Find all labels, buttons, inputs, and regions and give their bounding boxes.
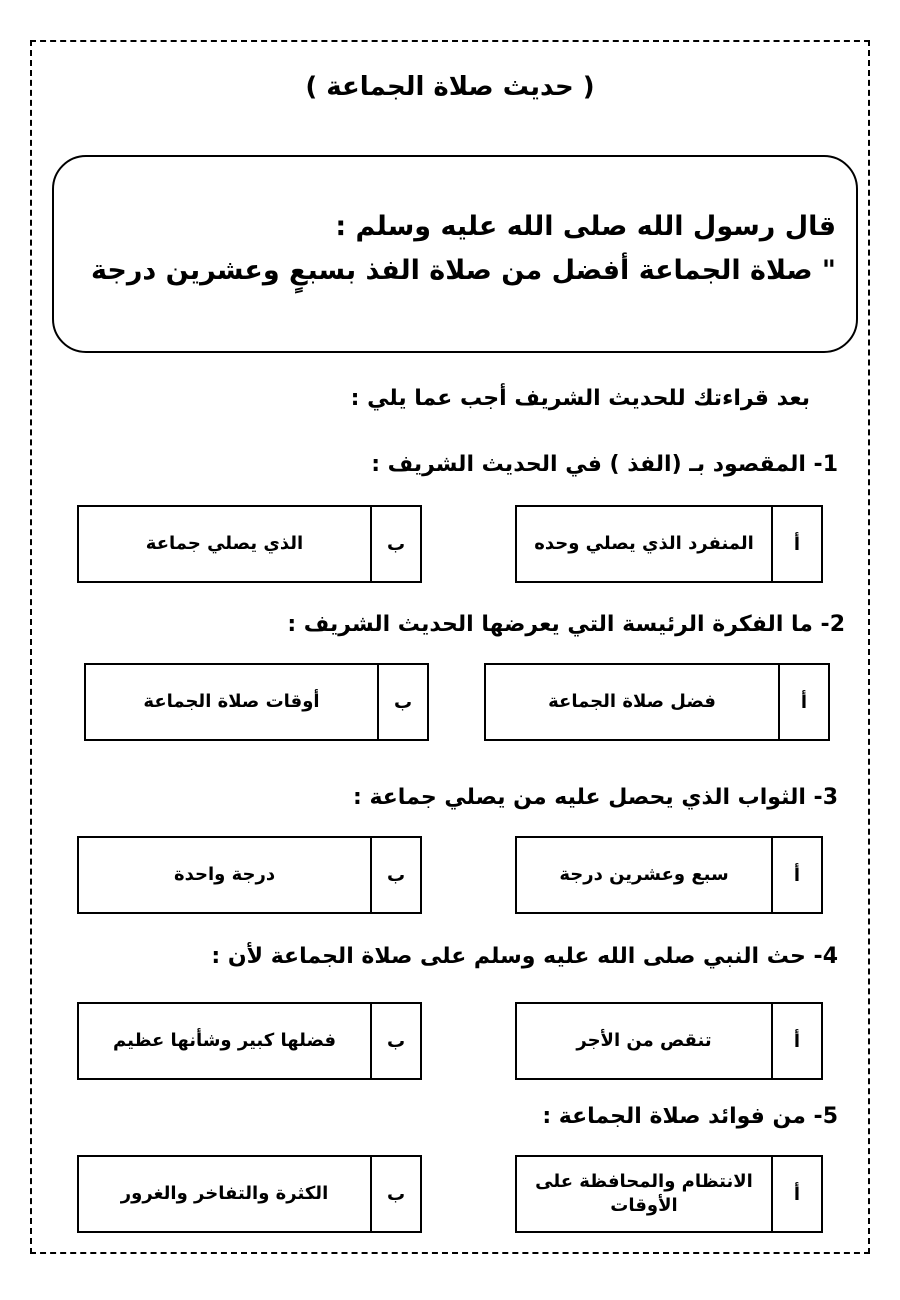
option-text: سبع وعشرين درجة: [559, 864, 729, 885]
question-4: 4- حث النبي صلى الله عليه وسلم على صلاة الجماعة لأن :: [211, 944, 838, 969]
q4-option-b[interactable]: [77, 1002, 422, 1080]
option-letter: ب: [370, 838, 420, 912]
option-letter: أ: [771, 838, 821, 912]
q3-option-a[interactable]: [515, 836, 823, 914]
q4-option-a[interactable]: [515, 1002, 823, 1080]
hadith-line-2: " صلاة الجماعة أفضل من صلاة الفذ بسبعٍ وعشرين درجة: [91, 255, 836, 286]
q5-option-b[interactable]: [77, 1155, 422, 1233]
option-text: الانتظام والمحافظة على الأوقات: [535, 1171, 753, 1216]
option-text: فضلها كبير وشأنها عظيم: [113, 1030, 337, 1051]
question-3: 3- الثواب الذي يحصل عليه من يصلي جماعة :: [352, 785, 838, 810]
option-letter: ب: [377, 665, 427, 739]
hadith-line-1: قال رسول الله صلى الله عليه وسلم :: [335, 211, 836, 242]
option-letter: أ: [778, 665, 828, 739]
option-text: المنفرد الذي يصلي وحده: [534, 533, 754, 554]
question-1: 1- المقصود بـ (الفذ ) في الحديث الشريف :: [371, 452, 838, 477]
question-5: 5- من فوائد صلاة الجماعة :: [542, 1104, 838, 1129]
question-2: 2- ما الفكرة الرئيسة التي يعرضها الحديث الشريف :: [287, 612, 845, 637]
q2-option-b[interactable]: [84, 663, 429, 741]
option-letter: أ: [771, 1157, 821, 1231]
hadith-box: [52, 155, 858, 353]
option-text: تنقص من الأجر: [576, 1030, 712, 1051]
option-text: فضل صلاة الجماعة: [548, 691, 716, 712]
option-text: أوقات صلاة الجماعة: [143, 691, 320, 712]
option-letter: ب: [370, 1004, 420, 1078]
option-text: درجة واحدة: [173, 864, 276, 885]
option-letter: أ: [771, 507, 821, 581]
option-letter: أ: [771, 1004, 821, 1078]
q2-option-a[interactable]: [484, 663, 830, 741]
option-text: الذي يصلي جماعة: [145, 533, 304, 554]
instruction-text: بعد قراءتك للحديث الشريف أجب عما يلي :: [350, 386, 810, 411]
q1-option-a[interactable]: [515, 505, 823, 583]
page-title: ( حديث صلاة الجماعة ): [305, 72, 595, 102]
q5-option-a[interactable]: [515, 1155, 823, 1233]
q3-option-b[interactable]: [77, 836, 422, 914]
option-text: الكثرة والتفاخر والغرور: [120, 1183, 329, 1204]
q1-option-b[interactable]: [77, 505, 422, 583]
option-letter: ب: [370, 1157, 420, 1231]
option-letter: ب: [370, 507, 420, 581]
